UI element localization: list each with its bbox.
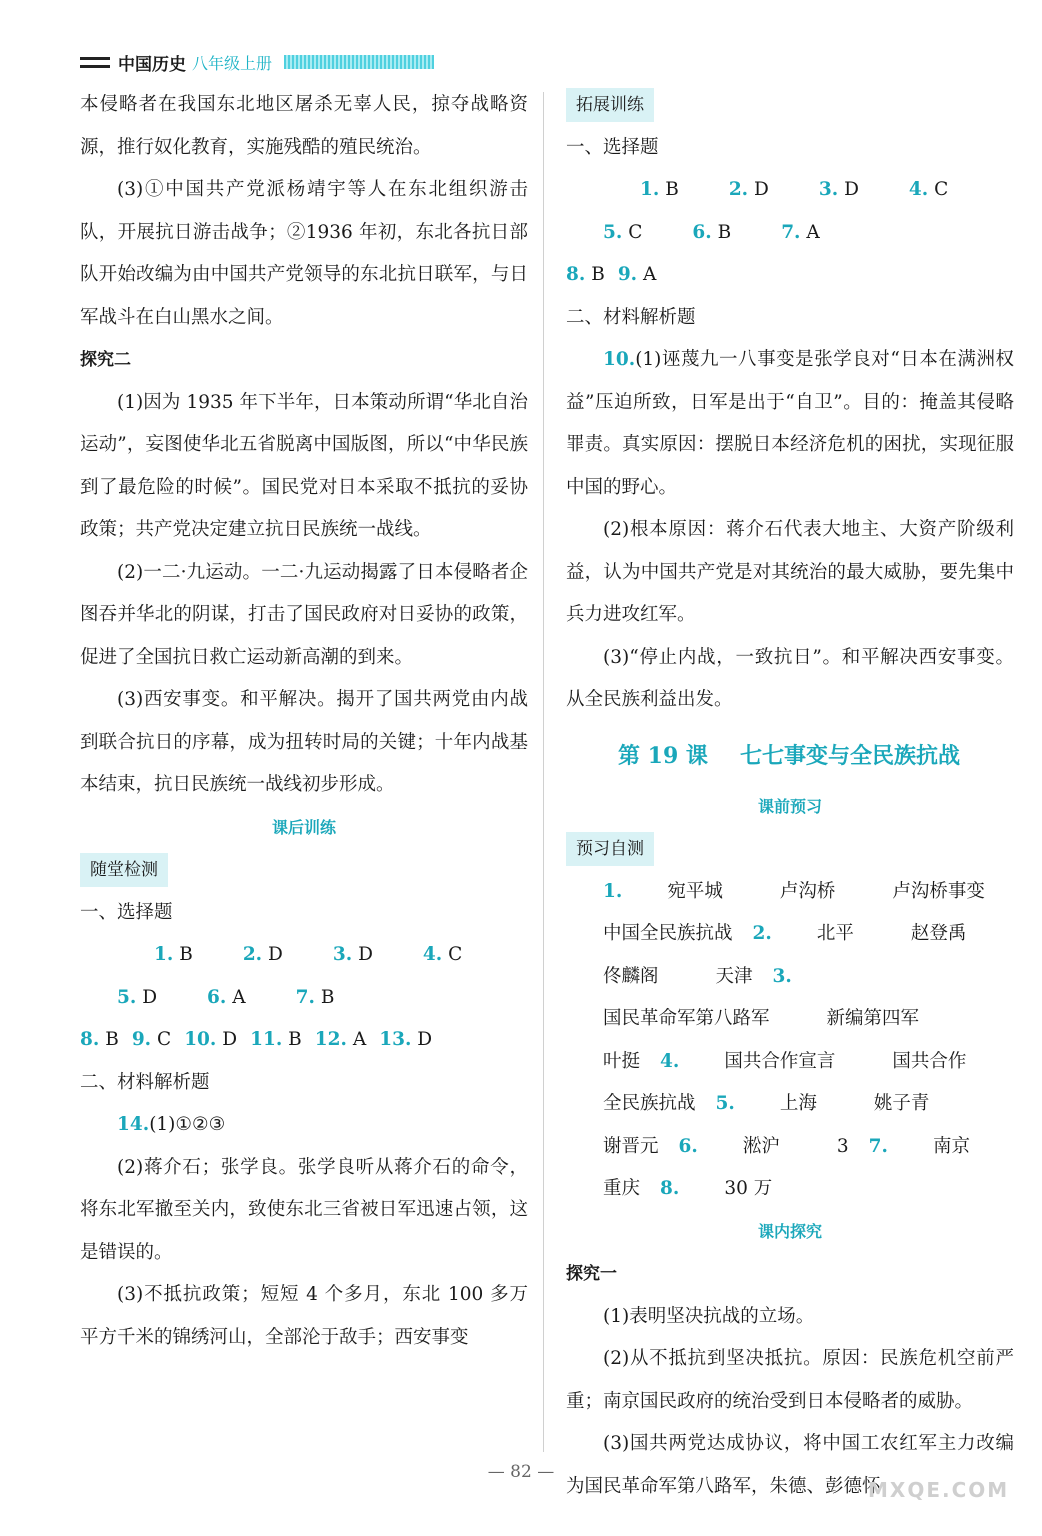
answer-letter: B bbox=[282, 1029, 302, 1050]
tag-suitang: 随堂检测 bbox=[80, 853, 168, 887]
material-title: 二、材料解析题 bbox=[566, 306, 696, 328]
q10-part1-text: (1)诬蔑九一八事变是张学良对“日本在满洲权益”压迫所致，日军是出于“自卫”。目的：掩盖其侵略罪责。真实原因：摆脱日本经济危机的困扰，实现征服中国的野心。 bbox=[566, 349, 1014, 498]
preview-item-number: 1. bbox=[603, 880, 623, 902]
answers-row-2 bbox=[566, 254, 1014, 297]
answer-item bbox=[386, 934, 462, 977]
answer-letter: B bbox=[173, 944, 193, 965]
answer-item bbox=[692, 169, 769, 212]
preview-item-number: 6. bbox=[678, 1135, 698, 1157]
answer-letter: A bbox=[226, 986, 246, 1008]
answer-letter: B bbox=[314, 986, 335, 1008]
preview-answer-word: 中国全民族抗战 bbox=[603, 923, 733, 944]
preview-answer-word: 淞沪 bbox=[742, 1135, 780, 1157]
q10-part1 bbox=[566, 339, 1014, 509]
lesson-title bbox=[566, 732, 1014, 780]
answer-item bbox=[80, 1019, 119, 1062]
preview-answer-word: 卢沟桥 bbox=[779, 880, 836, 902]
answer-number: 4. bbox=[422, 944, 443, 965]
paragraph: (3)国共两党达成协议，将中国工农红军主力改编为国民革命军第八路军，朱德、彭德怀 bbox=[566, 1433, 1014, 1497]
answer-letter: D bbox=[216, 1029, 238, 1050]
answer-item bbox=[744, 212, 820, 255]
header-mark-icon bbox=[80, 57, 110, 68]
answer-number: 7. bbox=[781, 221, 801, 243]
preview-answer-word: 国民革命军第八路军 bbox=[603, 1008, 770, 1029]
lesson-name: 七七事变与全民族抗战 bbox=[739, 742, 960, 769]
answer-number: 9. bbox=[617, 264, 638, 285]
answer-item bbox=[206, 934, 283, 977]
answer-item bbox=[782, 169, 859, 212]
answer-item bbox=[618, 254, 657, 297]
answer-item bbox=[296, 934, 373, 977]
page-header bbox=[80, 50, 434, 74]
page-number-value: 82 bbox=[510, 1462, 532, 1482]
preview-answer-word: 叶挺 bbox=[603, 1050, 641, 1072]
answer-letter: D bbox=[838, 179, 859, 200]
section-after-class: 课后训练 bbox=[271, 817, 336, 837]
section-in-class: 课内探究 bbox=[757, 1221, 822, 1241]
tanjiu-2-heading: 探究二 bbox=[80, 350, 131, 370]
answer-item bbox=[250, 1019, 302, 1062]
left-column bbox=[80, 84, 528, 1359]
answer-item bbox=[132, 1019, 171, 1062]
paragraph: 本侵略者在我国东北地区屠杀无辜人民，掠夺战略资源，推行奴化教育，实施残酷的殖民统治。 bbox=[80, 94, 528, 158]
answer-number: 2. bbox=[728, 179, 749, 200]
answers-row-1 bbox=[566, 169, 1014, 254]
preview-answer-word: 赵登禹 bbox=[910, 923, 967, 944]
answer-letter: A bbox=[800, 221, 820, 243]
preview-answer-word: 佟麟阁 bbox=[603, 965, 659, 987]
answer-letter: B bbox=[659, 179, 679, 200]
answer-number: 3. bbox=[818, 179, 839, 200]
q10-number: 10. bbox=[603, 349, 636, 370]
answer-number: 6. bbox=[207, 986, 227, 1008]
answer-letter: D bbox=[748, 179, 769, 200]
paragraph: (3)①中国共产党派杨靖宇等人在东北组织游击队，开展抗日游击战争；②1936 年初，东北各抗日部队开始改编为由中国共产党领导的东北抗日联军，与日军战斗在白山黑水之间。 bbox=[80, 179, 528, 328]
answer-number: 8. bbox=[80, 1029, 100, 1050]
preview-answer-word: 卢沟桥事变 bbox=[892, 880, 985, 902]
preview-item-number: 3. bbox=[772, 965, 792, 987]
answer-item bbox=[184, 1019, 237, 1062]
answer-number: 10. bbox=[184, 1029, 217, 1050]
answer-number: 6. bbox=[692, 221, 712, 243]
answer-letter: A bbox=[346, 1029, 367, 1050]
answer-number: 3. bbox=[332, 944, 353, 965]
q14-number: 14. bbox=[117, 1114, 150, 1135]
answer-item bbox=[315, 1019, 366, 1062]
answers-row-2 bbox=[80, 1019, 528, 1062]
preview-answer-word: 重庆 bbox=[603, 1178, 641, 1199]
preview-answer-word: 30 万 bbox=[724, 1178, 773, 1199]
preview-item-number: 2. bbox=[752, 923, 772, 944]
answer-letter: C bbox=[928, 179, 949, 200]
answer-letter: D bbox=[262, 944, 283, 965]
answer-letter: B bbox=[99, 1029, 119, 1050]
answer-item bbox=[259, 977, 335, 1020]
answer-item bbox=[566, 212, 642, 255]
answer-number: 1. bbox=[154, 944, 174, 965]
answer-letter: D bbox=[352, 944, 373, 965]
header-grade: 八年级上册 bbox=[192, 53, 273, 73]
lesson-number: 第 19 课 bbox=[618, 742, 708, 769]
preview-answers bbox=[566, 871, 1014, 1211]
answer-letter: C bbox=[151, 1029, 172, 1050]
paragraph: (1)表明坚决抗战的立场。 bbox=[603, 1305, 815, 1327]
answer-number: 11. bbox=[250, 1029, 283, 1050]
preview-answer-word: 天津 bbox=[715, 965, 753, 987]
section-pre-class: 课前预习 bbox=[757, 796, 822, 816]
answer-item bbox=[170, 977, 246, 1020]
answer-letter: B bbox=[585, 264, 605, 285]
paragraph: (2)从不抵抗到坚决抵抗。原因：民族危机空前严重；南京国民政府的统治受到日本侵略者的威胁。 bbox=[566, 1348, 1014, 1412]
preview-answer-word: 南京 bbox=[932, 1135, 970, 1157]
tanjiu-1-heading: 探究一 bbox=[566, 1264, 617, 1284]
answer-number: 9. bbox=[131, 1029, 152, 1050]
q14-part1-text: (1)①②③ bbox=[149, 1114, 226, 1135]
paragraph: (3)不抵抗政策；短短 4 个多月，东北 100 多万平方千米的锦绣河山，全部沦于敌手；西安事变 bbox=[80, 1284, 528, 1348]
q14-part1 bbox=[80, 1104, 528, 1147]
preview-answer-word: 宛平城 bbox=[667, 880, 723, 902]
answer-item bbox=[603, 169, 679, 212]
answer-number: 1. bbox=[640, 179, 660, 200]
preview-answer-word: 上海 bbox=[779, 1093, 817, 1114]
answer-letter: A bbox=[637, 264, 657, 285]
preview-item-number: 5. bbox=[715, 1093, 735, 1114]
paragraph: (1)因为 1935 年下半年，日本策动所谓“华北自治运动”，妄图使华北五省脱离中国版图，所以“中华民族到了最危险的时候”。国民党对日本采取不抵抗的妥协政策；共产党决定建立抗日民族统一战线。 bbox=[80, 391, 528, 540]
answer-number: 13. bbox=[379, 1029, 412, 1050]
answer-number: 8. bbox=[566, 264, 586, 285]
answer-number: 12. bbox=[314, 1029, 347, 1050]
paragraph: (2)蒋介石；张学良。张学良听从蒋介石的命令，将东北军撤至关内，致使东北三省被日军迅速占领，这是错误的。 bbox=[80, 1156, 528, 1263]
answer-number: 5. bbox=[603, 221, 623, 243]
answer-letter: D bbox=[411, 1029, 433, 1050]
preview-answer-word: 国共合作 bbox=[892, 1050, 967, 1072]
answer-number: 4. bbox=[908, 179, 929, 200]
answer-item bbox=[117, 934, 193, 977]
answer-item bbox=[80, 977, 157, 1020]
answer-number: 7. bbox=[295, 986, 315, 1008]
paragraph: (2)一二·九运动。一二·九运动揭露了日本侵略者企图吞并华北的阴谋，打击了国民政府对日妥协的政策，促进了全国抗日救亡运动新高潮的到来。 bbox=[80, 561, 528, 668]
material-title: 二、材料解析题 bbox=[80, 1071, 210, 1093]
choice-title: 一、选择题 bbox=[80, 901, 173, 923]
answer-number: 2. bbox=[242, 944, 263, 965]
preview-answer-word: 新编第四军 bbox=[826, 1008, 920, 1029]
watermark: MXQE.COM bbox=[868, 1478, 1010, 1502]
tag-tuozhan: 拓展训练 bbox=[566, 88, 654, 122]
answer-letter: D bbox=[136, 986, 158, 1008]
header-subject: 中国历史 bbox=[118, 54, 186, 75]
choice-title: 一、选择题 bbox=[566, 136, 659, 158]
preview-answer-word: 北平 bbox=[816, 923, 854, 944]
paragraph: (3)“停止内战，一致抗日”。和平解决西安事变。从全民族利益出发。 bbox=[566, 646, 1014, 710]
answer-letter: C bbox=[442, 944, 463, 965]
header-decor-bar bbox=[284, 55, 434, 69]
answer-item bbox=[872, 169, 948, 212]
answer-item bbox=[379, 1019, 432, 1062]
preview-item-number: 7. bbox=[868, 1135, 888, 1157]
preview-answer-word: 3 bbox=[836, 1135, 849, 1157]
preview-item-number: 8. bbox=[660, 1178, 680, 1199]
paragraph: (2)根本原因：蒋介石代表大地主、大资产阶级利益，认为中国共产党是对其统治的最大威胁，要先集中兵力进攻红军。 bbox=[566, 519, 1014, 625]
tag-yuxi: 预习自测 bbox=[566, 832, 654, 866]
preview-answer-word: 姚子青 bbox=[873, 1093, 930, 1114]
answer-number: 5. bbox=[117, 986, 137, 1008]
preview-answer-word: 全民族抗战 bbox=[603, 1093, 696, 1114]
answer-letter: C bbox=[622, 221, 643, 243]
right-column bbox=[566, 84, 1014, 1508]
answer-item bbox=[655, 212, 731, 255]
preview-answer-word: 国共合作宣言 bbox=[724, 1050, 836, 1072]
preview-answer-word: 谢晋元 bbox=[603, 1135, 659, 1157]
answer-item bbox=[566, 254, 605, 297]
preview-item-number: 4. bbox=[660, 1050, 680, 1072]
page-number: — 82 — bbox=[487, 1462, 555, 1482]
paragraph: (3)西安事变。和平解决。揭开了国共两党由内战到联合抗日的序幕，成为扭转时局的关键；十年内战基本结束，抗日民族统一战线初步形成。 bbox=[80, 689, 528, 795]
column-divider bbox=[543, 92, 544, 1452]
answer-letter: B bbox=[711, 221, 732, 243]
answers-row-1 bbox=[80, 934, 528, 1019]
